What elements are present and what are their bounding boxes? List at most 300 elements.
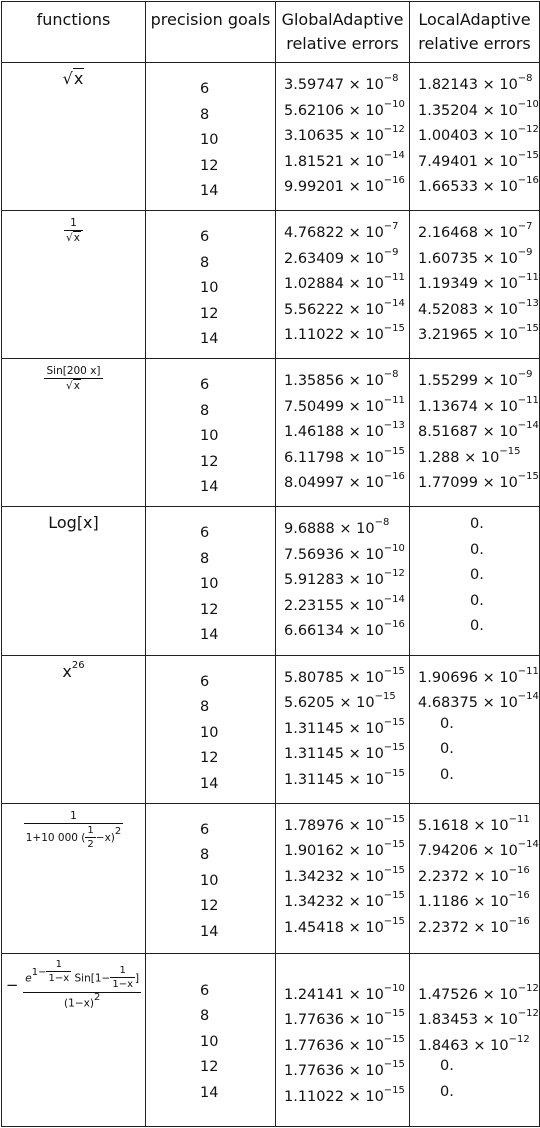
local-error-value bbox=[418, 538, 539, 564]
exponent: −14 bbox=[383, 149, 405, 161]
precision-goal-value: 14 bbox=[200, 775, 219, 792]
exponent: −15 bbox=[383, 813, 405, 825]
times-sign: × bbox=[348, 76, 361, 93]
times-sign: × bbox=[348, 301, 361, 318]
global-errors-cell bbox=[276, 507, 410, 655]
mantissa: 3.59747 bbox=[284, 76, 344, 93]
exponent: −15 bbox=[383, 716, 405, 728]
global-error-value bbox=[284, 94, 409, 120]
times-sign: × bbox=[348, 225, 361, 241]
times-sign: × bbox=[473, 1037, 486, 1054]
function-denominator-exp: 2 bbox=[93, 992, 101, 1004]
ten-base: 10 bbox=[365, 623, 384, 640]
ten-base: 10 bbox=[365, 424, 384, 441]
times-sign: × bbox=[482, 153, 495, 170]
ten-base: 10 bbox=[356, 521, 375, 538]
local-errors-cell bbox=[410, 803, 540, 953]
mantissa: 2.63409 bbox=[284, 250, 344, 267]
exponent: −11 bbox=[517, 272, 539, 284]
mantissa: 1.46188 bbox=[284, 424, 344, 441]
mantissa: 7.49401 bbox=[418, 153, 478, 170]
mantissa: 1.31145 bbox=[284, 745, 344, 762]
mantissa: 1.45418 bbox=[284, 919, 344, 936]
local-error-value bbox=[418, 885, 539, 911]
global-error-value bbox=[284, 809, 409, 835]
zero-value: 0. bbox=[470, 541, 484, 558]
exponent: −10 bbox=[383, 542, 405, 554]
mantissa: 1.31145 bbox=[284, 771, 344, 788]
ten-base: 10 bbox=[365, 127, 384, 144]
goals-cell bbox=[146, 507, 276, 655]
times-sign: × bbox=[473, 894, 486, 910]
ten-base: 10 bbox=[365, 1012, 384, 1029]
mantissa: 1.288 bbox=[418, 449, 460, 466]
ten-base: 10 bbox=[499, 424, 518, 441]
precision-goal-value: 14 bbox=[200, 923, 219, 940]
exponent: −7 bbox=[383, 221, 399, 233]
function-denominator-exp: 2 bbox=[114, 826, 122, 838]
exponent: −15 bbox=[517, 149, 539, 161]
ten-base: 10 bbox=[365, 597, 384, 614]
times-sign: × bbox=[348, 153, 361, 170]
times-sign: × bbox=[348, 250, 361, 267]
mantissa: 4.76822 bbox=[284, 225, 344, 241]
global-error-value bbox=[284, 242, 409, 268]
function-radicand: x bbox=[73, 232, 80, 245]
times-sign: × bbox=[482, 669, 495, 686]
mantissa: 1.24141 bbox=[284, 986, 344, 1003]
global-error-value bbox=[284, 661, 409, 687]
times-sign: × bbox=[482, 398, 495, 415]
local-error-value bbox=[418, 242, 539, 268]
mantissa: 1.31145 bbox=[284, 720, 344, 737]
local-error-value bbox=[418, 145, 539, 171]
zero-value: 0. bbox=[470, 516, 484, 533]
times-sign: × bbox=[339, 694, 352, 711]
local-error-value bbox=[418, 834, 539, 860]
mantissa: 1.47526 bbox=[418, 986, 478, 1003]
precision-goal-value: 14 bbox=[200, 331, 219, 348]
times-sign: × bbox=[348, 843, 361, 859]
global-error-value bbox=[284, 216, 409, 242]
ten-base: 10 bbox=[499, 694, 518, 711]
ten-base: 10 bbox=[499, 178, 518, 195]
zero-value: 0. bbox=[440, 1083, 454, 1100]
precision-goal-value: 6 bbox=[200, 377, 210, 394]
function-sign: − bbox=[5, 975, 19, 994]
mantissa: 1.19349 bbox=[418, 276, 478, 292]
goals-cell bbox=[146, 953, 276, 1126]
mantissa: 5.1618 bbox=[418, 817, 469, 834]
ten-base: 10 bbox=[365, 373, 384, 390]
times-sign: × bbox=[348, 817, 361, 834]
times-sign: × bbox=[348, 597, 361, 614]
times-sign: × bbox=[482, 178, 495, 195]
global-errors-cell bbox=[276, 63, 410, 211]
function-cell: 1 1+10 000 ( $\frac{1}{2}$ −x)$^2$ bbox=[2, 803, 146, 953]
ten-base: 10 bbox=[480, 449, 500, 466]
ten-base: 10 bbox=[365, 301, 384, 318]
function-numerator: 1 bbox=[64, 217, 83, 231]
global-error-value bbox=[284, 466, 409, 492]
times-sign: × bbox=[348, 868, 361, 885]
ten-base: 10 bbox=[365, 153, 384, 170]
times-sign: × bbox=[339, 521, 352, 538]
local-error-value bbox=[418, 809, 539, 835]
times-sign: × bbox=[348, 1037, 361, 1054]
local-error-value bbox=[418, 293, 539, 319]
function-numerator: 1 bbox=[24, 810, 124, 824]
ten-base: 10 bbox=[365, 76, 384, 93]
global-error-value bbox=[284, 119, 409, 145]
global-error-value bbox=[284, 364, 409, 390]
global-error-value bbox=[284, 614, 409, 640]
zero-value: 0. bbox=[470, 567, 484, 584]
precision-goal-value: 12 bbox=[200, 453, 219, 470]
times-sign: × bbox=[348, 720, 361, 737]
exponent: −14 bbox=[517, 420, 539, 432]
exponent: −11 bbox=[508, 813, 530, 825]
function-arg-a: 1− bbox=[94, 972, 111, 985]
exponent: −15 bbox=[383, 890, 405, 902]
global-error-value bbox=[284, 68, 409, 94]
mantissa: 2.23155 bbox=[284, 597, 344, 614]
zero-value: 0. bbox=[470, 592, 484, 609]
times-sign: × bbox=[348, 1063, 361, 1080]
global-error-value bbox=[284, 267, 409, 293]
ten-base: 10 bbox=[365, 449, 384, 466]
zero-value: 0. bbox=[470, 618, 484, 635]
local-errors-cell bbox=[410, 211, 540, 359]
times-sign: × bbox=[473, 817, 486, 834]
exponent: −15 bbox=[383, 915, 405, 927]
mantissa: 1.66533 bbox=[418, 178, 478, 195]
ten-base: 10 bbox=[365, 398, 384, 415]
ten-base: 10 bbox=[499, 1012, 518, 1029]
mantissa: 1.35856 bbox=[284, 373, 344, 390]
mantissa: 1.60735 bbox=[418, 250, 478, 267]
times-sign: × bbox=[482, 127, 495, 144]
times-sign: × bbox=[482, 301, 495, 318]
ten-base: 10 bbox=[499, 301, 518, 318]
times-sign: × bbox=[348, 669, 361, 686]
goals-cell bbox=[146, 63, 276, 211]
ten-base: 10 bbox=[365, 986, 384, 1003]
exponent: −16 bbox=[508, 915, 530, 927]
global-error-value bbox=[284, 1080, 409, 1106]
exponent: −16 bbox=[383, 471, 405, 483]
global-error-value bbox=[284, 712, 409, 738]
mantissa: 7.56936 bbox=[284, 546, 344, 563]
times-sign: × bbox=[348, 1012, 361, 1029]
mantissa: 4.68375 bbox=[418, 694, 478, 711]
mantissa: 1.02884 bbox=[284, 276, 344, 292]
local-errors-cell bbox=[410, 507, 540, 655]
times-sign: × bbox=[348, 623, 361, 640]
precision-goal-value: 12 bbox=[200, 898, 219, 915]
ten-base: 10 bbox=[365, 894, 384, 910]
function-half-den: 2 bbox=[87, 838, 94, 850]
function-cell: $\frac{1}{√x}$ bbox=[2, 211, 146, 359]
times-sign: × bbox=[348, 894, 361, 910]
function-radicand: x bbox=[73, 380, 80, 393]
ten-base: 10 bbox=[365, 771, 384, 788]
mantissa: 2.2372 bbox=[418, 919, 469, 936]
precision-goal-value: 14 bbox=[200, 1084, 219, 1101]
exponent: −14 bbox=[383, 297, 405, 309]
local-error-value bbox=[418, 512, 539, 538]
mantissa: 1.77636 bbox=[284, 1063, 344, 1080]
mantissa: 5.62106 bbox=[284, 102, 344, 119]
exponent: −15 bbox=[499, 445, 521, 457]
function-half-num: 1 bbox=[87, 824, 94, 836]
exponent: −15 bbox=[383, 839, 405, 851]
precision-goal-value: 12 bbox=[200, 750, 219, 767]
local-error-value bbox=[418, 466, 539, 492]
ten-base: 10 bbox=[490, 868, 509, 885]
times-sign: × bbox=[482, 76, 495, 93]
exponent: −9 bbox=[383, 246, 399, 258]
global-error-value bbox=[284, 170, 409, 196]
goals-cell bbox=[146, 359, 276, 507]
ten-base: 10 bbox=[365, 572, 384, 589]
local-error-value bbox=[418, 686, 539, 712]
times-sign: × bbox=[348, 449, 361, 466]
global-error-value bbox=[284, 885, 409, 911]
goals-cell bbox=[146, 803, 276, 953]
local-error-value bbox=[418, 415, 539, 441]
precision-goal-value: 10 bbox=[200, 428, 219, 445]
mantissa: 4.52083 bbox=[418, 301, 478, 318]
global-error-value bbox=[284, 978, 409, 1004]
function-denominator: (1−x) bbox=[64, 997, 94, 1010]
exponent: −8 bbox=[517, 73, 533, 85]
ten-base: 10 bbox=[365, 868, 384, 885]
times-sign: × bbox=[482, 694, 495, 711]
global-error-value bbox=[284, 563, 409, 589]
exponent: −10 bbox=[383, 98, 405, 110]
exponent: −10 bbox=[517, 98, 539, 110]
local-error-value bbox=[418, 119, 539, 145]
function-exponent: 26 bbox=[71, 660, 85, 672]
precision-goal-value: 6 bbox=[200, 982, 210, 999]
header-global-adaptive: GlobalAdaptive relative errors bbox=[276, 2, 410, 63]
local-error-value bbox=[418, 1054, 539, 1080]
global-error-value bbox=[284, 538, 409, 564]
mantissa: 7.94206 bbox=[418, 843, 478, 859]
function-denominator-b: −x bbox=[95, 831, 111, 844]
global-error-value bbox=[284, 911, 409, 937]
header-precision-goals: precision goals bbox=[146, 2, 276, 63]
local-error-value bbox=[418, 763, 539, 789]
exponent: −11 bbox=[383, 394, 405, 406]
local-error-value bbox=[418, 441, 539, 467]
exponent: −16 bbox=[508, 864, 530, 876]
ten-base: 10 bbox=[499, 127, 518, 144]
mantissa: 3.10635 bbox=[284, 127, 344, 144]
exponent: −11 bbox=[517, 394, 539, 406]
table-row bbox=[2, 507, 540, 655]
local-error-value bbox=[418, 1080, 539, 1106]
times-sign: × bbox=[348, 424, 361, 441]
mantissa: 1.34232 bbox=[284, 894, 344, 910]
ten-base: 10 bbox=[365, 327, 384, 343]
ten-base: 10 bbox=[365, 1088, 384, 1105]
times-sign: × bbox=[348, 1088, 361, 1105]
mantissa: 1.81521 bbox=[284, 153, 344, 170]
ten-base: 10 bbox=[499, 76, 518, 93]
precision-goal-value: 10 bbox=[200, 724, 219, 741]
function-exp-den: 1−x bbox=[48, 972, 70, 984]
times-sign: × bbox=[348, 475, 361, 492]
function-text: Log[x] bbox=[48, 513, 99, 533]
times-sign: × bbox=[473, 868, 486, 885]
global-errors-cell bbox=[276, 803, 410, 953]
global-error-value bbox=[284, 145, 409, 171]
ten-base: 10 bbox=[499, 669, 518, 686]
mantissa: 5.91283 bbox=[284, 572, 344, 589]
ten-base: 10 bbox=[490, 817, 509, 834]
local-error-value bbox=[418, 1029, 539, 1055]
exponent: −14 bbox=[383, 593, 405, 605]
mantissa: 1.8463 bbox=[418, 1037, 469, 1054]
ten-base: 10 bbox=[365, 276, 384, 292]
precision-goal-value: 6 bbox=[200, 673, 210, 690]
global-errors-cell bbox=[276, 359, 410, 507]
times-sign: × bbox=[348, 919, 361, 936]
times-sign: × bbox=[348, 327, 361, 343]
mantissa: 1.00403 bbox=[418, 127, 478, 144]
function-cell bbox=[2, 655, 146, 803]
global-error-value bbox=[284, 737, 409, 763]
precision-goal-value: 14 bbox=[200, 183, 219, 200]
mantissa: 1.77636 bbox=[284, 1012, 344, 1029]
exponent: −15 bbox=[383, 323, 405, 335]
function-cell: − $e^{1- \frac{1}{1-x}}$ Sin[1− $\frac{1}{1-x}$ ] $(1-x)^2$ bbox=[2, 953, 146, 1126]
exponent: −15 bbox=[383, 1008, 405, 1020]
exponent: −11 bbox=[383, 272, 405, 284]
exponent: −12 bbox=[383, 568, 405, 580]
exponent: −15 bbox=[383, 1059, 405, 1071]
mantissa: 7.50499 bbox=[284, 398, 344, 415]
header-functions: functions bbox=[2, 2, 146, 63]
mantissa: 6.11798 bbox=[284, 449, 344, 466]
mantissa: 1.13674 bbox=[418, 398, 478, 415]
exponent: −15 bbox=[383, 445, 405, 457]
zero-value: 0. bbox=[440, 715, 454, 732]
times-sign: × bbox=[482, 843, 495, 859]
header-local-adaptive: LocalAdaptive relative errors bbox=[410, 2, 540, 63]
mantissa: 1.34232 bbox=[284, 868, 344, 885]
times-sign: × bbox=[482, 986, 495, 1003]
header-row bbox=[2, 2, 540, 63]
precision-goal-value: 6 bbox=[200, 525, 210, 542]
ten-base: 10 bbox=[499, 102, 518, 119]
ten-base: 10 bbox=[365, 1037, 384, 1054]
local-error-value bbox=[418, 364, 539, 390]
precision-goal-value: 10 bbox=[200, 576, 219, 593]
times-sign: × bbox=[482, 250, 495, 267]
global-error-value bbox=[284, 686, 409, 712]
global-error-value bbox=[284, 1029, 409, 1055]
local-error-value bbox=[418, 94, 539, 120]
global-error-value bbox=[284, 415, 409, 441]
local-errors-cell bbox=[410, 655, 540, 803]
global-error-value bbox=[284, 390, 409, 416]
exponent: −12 bbox=[517, 1008, 539, 1020]
precision-goal-value: 10 bbox=[200, 132, 219, 149]
mantissa: 5.6205 bbox=[284, 694, 335, 711]
exponent: −9 bbox=[517, 369, 533, 381]
times-sign: × bbox=[464, 449, 477, 466]
exponent: −15 bbox=[383, 1084, 405, 1096]
global-error-value bbox=[284, 834, 409, 860]
exponent: −12 bbox=[517, 124, 539, 136]
local-errors-cell bbox=[410, 63, 540, 211]
times-sign: × bbox=[482, 424, 495, 441]
exponent: −16 bbox=[508, 890, 530, 902]
times-sign: × bbox=[482, 102, 495, 119]
mantissa: 5.56222 bbox=[284, 301, 344, 318]
local-error-value bbox=[418, 978, 539, 1004]
times-sign: × bbox=[348, 572, 361, 589]
mantissa: 1.78976 bbox=[284, 817, 344, 834]
exponent: −14 bbox=[517, 839, 539, 851]
ten-base: 10 bbox=[499, 843, 518, 859]
function-cell bbox=[2, 507, 146, 655]
mantissa: 5.80785 bbox=[284, 669, 344, 686]
mantissa: 6.66134 bbox=[284, 623, 344, 640]
exponent: −7 bbox=[517, 221, 533, 233]
ten-base: 10 bbox=[499, 986, 518, 1003]
global-error-value bbox=[284, 1054, 409, 1080]
local-error-value bbox=[418, 860, 539, 886]
precision-goal-value: 8 bbox=[200, 847, 210, 864]
precision-goal-value: 6 bbox=[200, 81, 210, 98]
mantissa: 1.55299 bbox=[418, 373, 478, 390]
function-denominator-a: 1+10 000 bbox=[25, 831, 78, 844]
global-error-value bbox=[284, 293, 409, 319]
ten-base: 10 bbox=[365, 669, 384, 686]
times-sign: × bbox=[348, 771, 361, 788]
times-sign: × bbox=[348, 102, 361, 119]
ten-base: 10 bbox=[365, 817, 384, 834]
times-sign: × bbox=[348, 398, 361, 415]
mantissa: 9.6888 bbox=[284, 521, 335, 538]
mantissa: 1.11022 bbox=[284, 327, 344, 343]
exponent: −13 bbox=[517, 297, 539, 309]
times-sign: × bbox=[348, 986, 361, 1003]
exponent: −10 bbox=[383, 982, 405, 994]
ten-base: 10 bbox=[499, 327, 518, 343]
exponent: −8 bbox=[383, 73, 399, 85]
exponent: −15 bbox=[383, 767, 405, 779]
local-error-value bbox=[418, 911, 539, 937]
exponent: −13 bbox=[383, 420, 405, 432]
mantissa: 9.99201 bbox=[284, 178, 344, 195]
exponent: −8 bbox=[374, 517, 390, 529]
precision-goal-value: 8 bbox=[200, 402, 210, 419]
table-row bbox=[2, 63, 540, 211]
times-sign: × bbox=[348, 127, 361, 144]
exponent: −8 bbox=[383, 369, 399, 381]
function-sin: Sin bbox=[74, 972, 91, 985]
local-error-value bbox=[418, 170, 539, 196]
ten-base: 10 bbox=[365, 720, 384, 737]
times-sign: × bbox=[348, 276, 361, 292]
local-error-value bbox=[418, 1003, 539, 1029]
times-sign: × bbox=[482, 276, 495, 292]
